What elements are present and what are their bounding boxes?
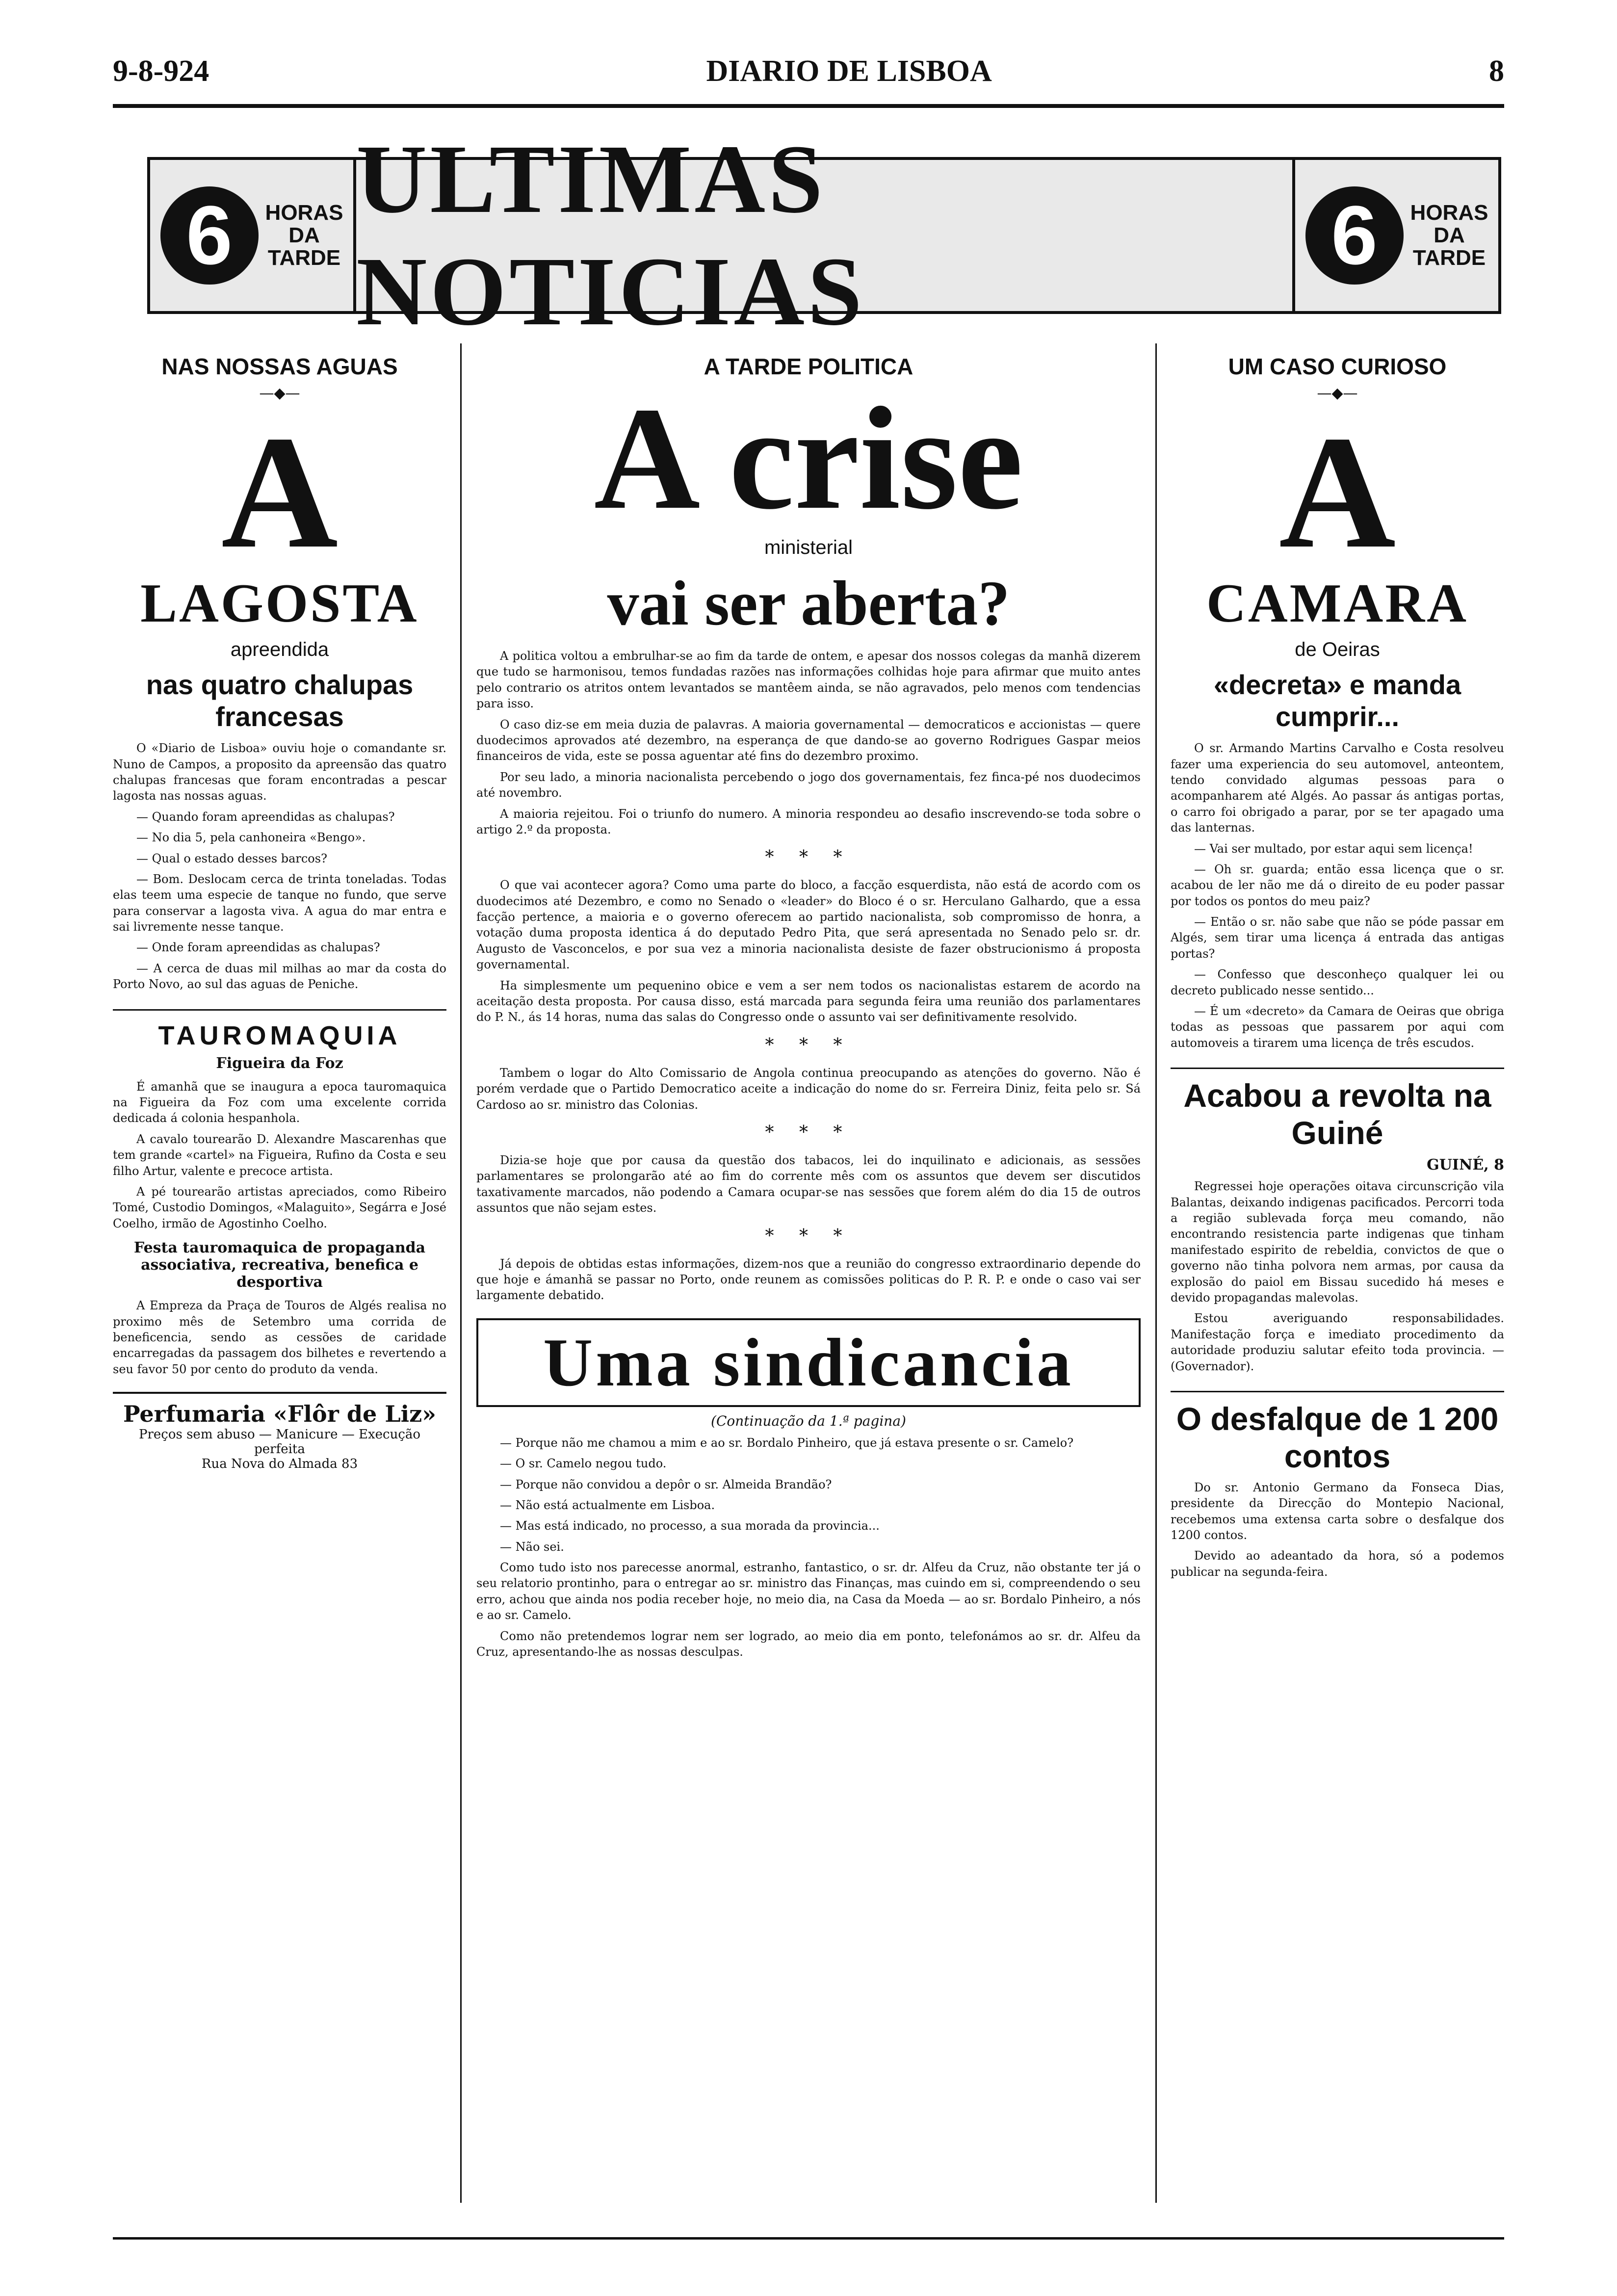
hour-word: HORAS [265,200,343,225]
masthead [113,39,1504,103]
politica-body-3 [476,1065,1141,1113]
perfumaria-advert [113,1392,446,1471]
paragraph: Como não pretendemos lograr nem ser logrado, ao meio dia em ponto, telefonámos ao sr. dr. Alfeu da Cruz, apresentando-lhe as nossas desculpas. [476,1629,1141,1659]
right-deck: «decreta» e manda cumprir... [1213,669,1461,732]
issue-date: 9-8-924 [113,54,209,88]
tauromaquia-heading: TAUROMAQUIA [113,1009,446,1051]
hour-word: HORAS [1410,200,1488,225]
hour-number: 6 [1305,186,1404,285]
ornament-divider: —◆— [259,385,300,402]
hour-words [265,202,343,270]
right-headline: CAMARA [1206,573,1469,634]
paragraph: O «Diario de Lisboa» ouviu hoje o comandante sr. Nuno de Campos, a proposito da apreensão das quatro chalupas francesas que foram encontradas a pescar lagosta nas nossas aguas. [113,741,446,803]
paragraph: Como tudo isto nos parecesse anormal, estranho, fantastico, o sr. dr. Alfeu da Cruz, não obstante ter já o seu relatorio prontinho, para o entregar ao sr. ministro das Finanças, mas cuindo em si, compreendendo o seu erro, achou que ainda nos podia receber hoje, no meio dia, na Casa da Moeda — ao sr. Bordalo Pinheiro, a nós e ao sr. Camelo. [476,1561,1141,1622]
paragraph: — Oh sr. guarda; então essa licença que o sr. acabou de ler não me dá o direito de eu poder passar por todos os pontos do meu paiz? [1171,862,1504,908]
paragraph: Do sr. Antonio Germano da Fonseca Dias, presidente da Direcção do Montepio Nacional, recebemos uma extensa carta sobre o desfalque dos 1200 contos. [1171,1480,1504,1542]
masthead-rule [113,104,1504,108]
paragraph: É amanhã que se inaugura a epoca tauromaquica na Figueira da Foz com uma excelente corrida dedicada á colonia hespanhola. [113,1079,446,1125]
hour-word: DA [288,223,320,247]
guine-body [1171,1178,1504,1374]
banner-hour-right [1292,160,1498,311]
left-article-body [113,740,446,992]
festa-body [113,1298,446,1377]
hour-word: TARDE [267,246,341,270]
banner-hour-left [150,160,356,311]
article-columns [113,343,1504,2203]
paragraph: A cavalo tourearão D. Alexandre Mascarenhas que tem grande «cartel» na Figueira, Rufino da Costa e seu filho Artur, valente e precoce artista. [113,1132,446,1178]
politica-body-4 [476,1152,1141,1216]
hour-word: DA [1434,223,1465,247]
paragraph: Já depois de obtidas estas informações, dizem-nos que a reunião do congresso extraordinario depende do que hoje e ámanhã se passar no Porto, onde reunem as comissões politicas do P. R. P. e onde o caso vai ser largamente debatido. [476,1256,1141,1303]
paragraph: Tambem o logar do Alto Comissario de Angola continua preocupando as atenções do governo. Não é porém verdade que o Partido Democratico aceite a indicação do nome do sr. Ferreira Diniz, feita pelo sr. Sá Cardoso ao sr. ministro das Colonias. [476,1066,1141,1112]
politica-body-2 [476,877,1141,1025]
advert-address: Rua Nova do Almada 83 [201,1457,358,1472]
paragraph: — Não está actualmente em Lisboa. [500,1498,715,1512]
right-column [1171,343,1504,2203]
middle-column [460,343,1157,2203]
middle-big-headline: A crise [594,377,1023,540]
desfalque-body [1171,1480,1504,1580]
paragraph: O caso diz-se em meia duzia de palavras. A maioria governamental — democraticos e accionistas — quere duodecimos aprovados até dezembro, na esperança de que dando-se ao governo Rodrigues Gaspar meios financeiros de vida, este se possa aguentar até fins do dezembro proximo. [476,717,1141,763]
left-headline: LAGOSTA [140,573,419,634]
paragraph: Devido ao adeantado da hora, só a podemos publicar na segunda-feira. [1171,1549,1504,1579]
politica-body [476,648,1141,837]
paragraph: A politica voltou a embrulhar-se ao fim da tarde de ontem, e apesar dos nossos colegas da manhã dizerem que tudo se harmonisou, temos fundadas razões nas informações colhidas hoje para afirmar que muito antes pelo contrario os atritos ontem levantados se mantêem ainda, se não agravados, pelo menos com tendencias para isso. [476,649,1141,711]
advert-title: Perfumaria «Flôr de Liz» [123,1401,437,1428]
paragraph: O que vai acontecer agora? Como uma parte do bloco, a facção esquerdista, não está de acordo com os duodecimos até Dezembro, e como no Senado o «leader» do Bloco é o sr. Herculano Galhardo, que a essa facção pertence, a maioria e o governo oferecem ao partido nacionalista, sob compromisso de honra, a votação duma proposta identica á do deputado Pedro Pita, que será apresentada no Senado pelo sr. dr. Augusto de Vasconcelos, e por sua vez a minoria nacionalista desiste de fazer obstrucionismo á proposta governamental. [476,878,1141,972]
guine-headline: Acabou a revolta na Guiné [1171,1068,1504,1151]
paragraph: Ha simplesmente um pequenino obice e vem a ser nem todos os nacionalistas estarem de acordo na aceitação desta proposta. Por causa disso, está marcada para segunda feira uma reunião dos parlamentares do P. N., ás 14 horas, numa das salas do Congresso onde o assunto vai ser definitivamente resolvido. [476,978,1141,1024]
paragraph: — Qual o estado desses barcos? [136,851,327,865]
advert-line: Preços sem abuso — Manicure — Execução perfeita [138,1427,421,1457]
hour-word: TARDE [1412,246,1486,270]
paragraph: — Não sei. [500,1539,564,1554]
paragraph: A maioria rejeitou. Foi o triunfo do numero. A minoria respondeu ao desafio inscrevendo-se toda sobre o artigo 2.º da proposta. [476,807,1141,836]
left-subhead: apreendida [230,639,329,661]
left-column [113,343,446,2203]
sindicancia-headline: Uma sindicancia [476,1318,1141,1407]
paragraph: — No dia 5, pela canhoneira «Bengo». [136,831,366,845]
paragraph: — Então o sr. não sabe que não se póde passar em Algés, sem tirar uma licença á entrada das antigas portas? [1171,915,1504,961]
middle-kicker: A TARDE POLITICA [704,354,913,379]
right-subhead: de Oeiras [1295,639,1380,661]
hour-number: 6 [160,186,259,285]
desfalque-headline: O desfalque de 1 200 contos [1171,1391,1504,1475]
left-deck: nas quatro chalupas francesas [146,669,414,732]
paragraph: Regressei hoje operações oitava circunscrição vila Balantas, deixando indigenas pacificados. Percorri toda a região sublevada força meu comando, não encontrando resistencia parte indigenas que tinham manifestado espirito de rebeldia, convictos de que o governo não tinha polvora nem armas, por causa da explosão do paiol em Bissau sucedido há meses e devido propagandas malevolas. [1171,1179,1504,1305]
tauromaquia-subheading: Figueira da Foz [216,1054,343,1072]
paragraph: Dizia-se hoje que por causa da questão dos tabacos, lei do inquilinato e adicionais, as sessões parlamentares se prolongarão até ao fim do corrente mês com os assuntos que devem ser discutidos taxativamente marcados, não podendo a Camara ocupar-se nas sessões que forem além do dia 15 de outros assuntos que não sejam estes. [476,1153,1141,1215]
ultimas-noticias-banner [147,125,1501,346]
section-divider: * * * [765,1035,852,1055]
page-number: 8 [1488,54,1504,88]
left-kicker: NAS NOSSAS AGUAS [161,354,398,379]
paragraph: — O sr. Camelo negou tudo. [500,1457,667,1471]
paragraph: — Bom. Deslocam cerca de trinta toneladas. Todas elas teem uma especie de tanque no fundo, que serve para conservar a lagosta viva. A agua do mar entra e sai livremente nesse tanque. [113,872,446,934]
right-kicker: UM CASO CURIOSO [1228,354,1447,379]
right-big-letter: A [1278,403,1396,582]
paragraph: Estou averiguando responsabilidades. Manifestação força e imediato procedimento da autoridade produziu salutar efeito toda provincia. — (Governador). [1171,1311,1504,1373]
section-divider: * * * [765,1122,852,1143]
sindicancia-body [476,1435,1141,1660]
continuation-caption: (Continuação da 1.ª pagina) [711,1412,906,1429]
paragraph: — Quando foram apreendidas as chalupas? [136,809,395,824]
politica-body-5 [476,1256,1141,1304]
newspaper-title: DIARIO DE LISBOA [706,54,992,88]
paragraph: — Mas está indicado, no processo, a sua morada da provincia... [500,1519,880,1533]
footer-rule [113,2237,1504,2240]
left-big-letter: A [221,403,339,582]
paragraph: Por seu lado, a minoria nacionalista percebendo o jogo dos governamentais, fez finca-pé nos duodecimos até novembro. [476,770,1141,800]
paragraph: A pé tourearão artistas apreciados, como Ribeiro Tomé, Custodio Domingos, «Malaguito», Segárra e José Coelho, irmão de Agostinho Coelho. [113,1185,446,1230]
paragraph: — A cerca de duas mil milhas ao mar da costa do Porto Novo, ao sul das aguas de Peniche. [113,961,446,991]
section-divider: * * * [765,1226,852,1246]
ornament-divider: —◆— [1317,385,1358,402]
festa-heading: Festa tauromaquica de propaganda associativa, recreativa, benefica e desportiva [133,1239,426,1291]
paragraph: — Confesso que desconheço qualquer lei ou decreto publicado nesse sentido... [1171,967,1504,997]
tauromaquia-body [113,1079,446,1232]
paragraph: A Empreza da Praça de Touros de Algés realisa no proximo mês de Setembro uma corrida de beneficencia, sendo as cessões de caridade encarregadas da passagem dos bilhetes e revertendo a seu favor 50 por cento do produto da venda. [113,1299,446,1376]
middle-small-headline: ministerial [764,537,853,558]
banner-title: ULTIMAS NOTICIAS [356,125,865,346]
paragraph: — É um «decreto» da Camara de Oeiras que obriga todas as pessoas que passarem por aqui com automoveis a tirarem uma licença de três escudos. [1171,1004,1504,1050]
paragraph: O sr. Armando Martins Carvalho e Costa resolveu fazer uma experiencia do seu automovel, anteontem, tendo convidado algumas pessoas para o acompanharem até Algés. Ao passar ás antigas portas, o carro foi obrigado a parar, por se ter apagado uma das lanternas. [1171,741,1504,835]
paragraph: — Onde foram apreendidas as chalupas? [136,940,380,955]
paragraph: — Porque não convidou a depôr o sr. Almeida Brandão? [500,1477,832,1491]
section-divider: * * * [765,847,852,868]
hour-words [1410,202,1488,270]
guine-dateline: GUINÉ, 8 [1427,1156,1504,1174]
paragraph: — Porque não me chamou a mim e ao sr. Bordalo Pinheiro, que já estava presente o sr. Camelo? [500,1435,1074,1450]
paragraph: — Vai ser multado, por estar aqui sem licença! [1194,841,1473,856]
camara-body [1171,740,1504,1051]
middle-question-headline: vai ser aberta? [607,568,1010,639]
